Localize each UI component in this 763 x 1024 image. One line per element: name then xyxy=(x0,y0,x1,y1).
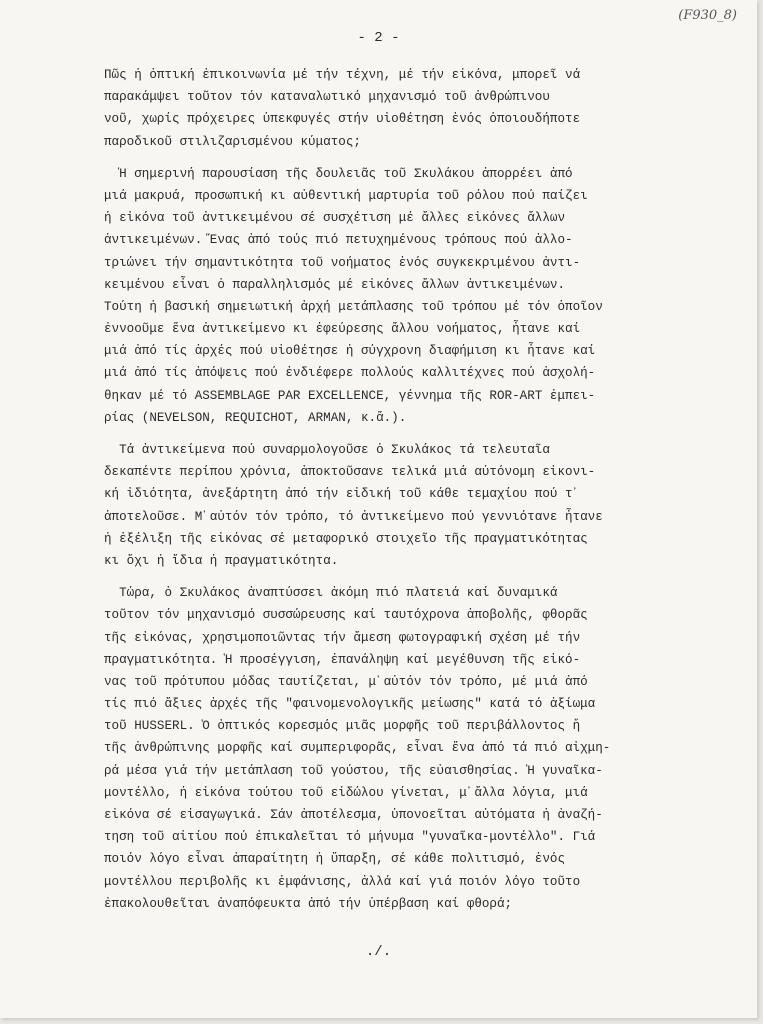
text-line: μιά ἀπό τίς ἀρχές πού υἱοθέτησε ἡ σύγχρονη διαφήμιση κι ἦτανε καί xyxy=(104,344,596,359)
text-line: Τούτη ἡ βασική σημειωτική ἀρχή μετάπλασης τοῦ τρόπου μέ τόν ὁποῖον xyxy=(104,299,603,314)
text-line: ἀποτελοῦσε. Μ᾽αὐτόν τόν τρόπο, τό ἀντικείμενο πού γεννιότανε ἦτανε xyxy=(104,509,603,524)
text-line: τριώνει τήν σημαντικότητα τοῦ νοήματος ἑνός συγκεκριμένου ἀντι- xyxy=(104,255,581,270)
text-line: ἐννοοῦμε ἕνα ἀντικείμενο κι ἐφεύρεσης ἄλλου νοήματος, ἦτανε καί xyxy=(104,322,581,337)
text-line: ἀντικειμένων. Ἕνας ἀπό τούς πιό πετυχημένους τρόπους πού ἀλλο- xyxy=(104,233,573,248)
text-line: κειμένου εἶναι ὁ παραλληλισμός μέ εἰκόνες ἄλλων ἀντικειμένων. xyxy=(104,277,566,292)
text-line: Πῶς ἡ ὀπτική ἐπικοινωνία μέ τήν τέχνη, μέ τήν εἰκόνα, μπορεῖ νά xyxy=(104,68,581,82)
text-line: μοντέλλου περιβολῆς κι ἐμφάνισης, ἀλλά καί γιά ποιόν λόγο τοῦτο xyxy=(104,874,581,889)
text-line: τηση τοῦ αἰτίου πού ἐπικαλεῖται τό μήνυμα "γυναῖκα-μοντέλλο". Γιά xyxy=(104,830,596,845)
text-line: ρά μέσα γιά τήν μετάπλαση τοῦ γούστου, τῆς εὐαισθησίας. Ἡ γυναῖκα- xyxy=(104,763,603,778)
body-text xyxy=(104,64,704,925)
text-line: ποιόν λόγο εἶναι ἀπαραίτητη ἡ ὕπαρξη, σέ κάθε πολιτισμό, ἑνός xyxy=(104,852,566,867)
text-line: ἡ ἐξέλιξη τῆς εἰκόνας σέ μεταφορικό στοιχεῖο τῆς πραγματικότητας xyxy=(104,531,588,546)
text-line: πραγματικότητα. Ἡ προσέγγιση, ἐπανάληψη καί μεγέθυνση τῆς εἰκό- xyxy=(104,652,581,667)
paragraph xyxy=(104,64,704,153)
text-line: τίς πιό ἄξιες ἀρχές τῆς "φαινομενολογικῆς μείωσης" κατά τό ἀξίωμα xyxy=(104,697,596,712)
text-line: θηκαν μέ τό ASSEMBLAGE PAR EXCELLENCE, γέννημα τῆς ROR-ART ἐμπει- xyxy=(104,388,596,403)
text-line: μοντέλλο, ἡ εἰκόνα τούτου τοῦ εἰδώλου γίνεται, μ᾽ἄλλα λόγια, μιά xyxy=(104,785,588,800)
archive-mark: (F930_8) xyxy=(678,8,737,23)
text-line: τοῦτον τόν μηχανισμό συσσώρευσης καί ταυτόχρονα ἀποβολῆς, φθορᾶς xyxy=(104,608,588,623)
text-line: εἰκόνα σέ εἰσαγωγικά. Σάν ἀποτέλεσμα, ὑπονοεῖται αὐτόματα ἡ ἀναζή- xyxy=(104,808,603,822)
text-line: κή ἰδιότητα, ἀνεξάρτητη ἀπό τήν εἰδική τοῦ κάθε τεμαχίου πού τ᾽ xyxy=(104,487,581,502)
text-line: τῆς ἀνθρώπινης μορφῆς καί συμπεριφορᾶς, εἶναι ἕνα ἀπό τά πιό αἰχμη- xyxy=(104,741,611,756)
text-line: μιά μακρυά, προσωπική κι αὐθεντική μαρτυρία τοῦ ρόλου πού παίζει xyxy=(104,188,588,203)
page-number: - 2 - xyxy=(357,30,400,46)
text-line: παροδικοῦ στιλιζαρισμένου κύματος; xyxy=(104,134,361,149)
text-line: Τά ἀντικείμενα πού συναρμολογοῦσε ὁ Σκυλάκος τά τελευταῖα xyxy=(104,443,550,457)
text-line: κι ὄχι ἡ ἴδια ἡ πραγματικότητα. xyxy=(104,553,339,568)
text-line: Ἡ σημερινή παρουσίαση τῆς δουλειᾶς τοῦ Σκυλάκου ἀπορρέει ἀπό xyxy=(104,166,573,181)
text-line: Τώρα, ὁ Σκυλάκος ἀναπτύσσει ἀκόμη πιό πλατειά καί δυναμικά xyxy=(104,586,558,601)
paragraph xyxy=(104,163,704,429)
text-line: δεκαπέντε περίπου χρόνια, ἀποκτοῦσανε τελικά μιά αὐτόνομη εἰκονι- xyxy=(104,465,596,480)
text-line: ἡ εἰκόνα τοῦ ἀντικειμένου σέ συσχέτιση μέ ἄλλες εἰκόνες ἄλλων xyxy=(104,211,566,226)
text-line: νας τοῦ πρότυπου μόδας ταυτίζεται, μ᾽αὐτόν τόν τρόπο, μέ μιά ἀπό xyxy=(104,674,588,689)
text-line: νοῦ, χωρίς πρόχειρες ὑπεκφυγές στήν υἱοθέτηση ἑνός ὁποιουδήποτε xyxy=(104,112,581,127)
text-line: τῆς εἰκόνας, χρησιμοποιῶντας τήν ἄμεση φωτογραφική σχέση μέ τήν xyxy=(104,630,581,645)
text-line: ἐπακολουθεῖται ἀναπόφευκτα ἀπό τήν ὑπέρβαση καί φθορά; xyxy=(104,896,513,911)
text-line: ρίας (NEVELSON, REQUICHOT, ARMAN, κ.ἄ.). xyxy=(104,410,407,425)
text-line: τοῦ HUSSERL. Ὁ ὀπτικός κορεσμός μιᾶς μορφῆς τοῦ περιβάλλοντος ἤ xyxy=(104,719,581,734)
paragraph xyxy=(104,582,704,915)
text-line: παρακάμψει τοῦτον τόν καταναλωτικό μηχανισμό τοῦ ἀνθρώπινου xyxy=(104,90,550,105)
text-line: μιά ἀπό τίς ἀπόψεις πού ἐνδιέφερε πολλούς καλλιτέχνες πού ἀσχολή- xyxy=(104,366,596,381)
paragraph xyxy=(104,439,704,572)
continue-mark: ./. xyxy=(365,944,392,960)
